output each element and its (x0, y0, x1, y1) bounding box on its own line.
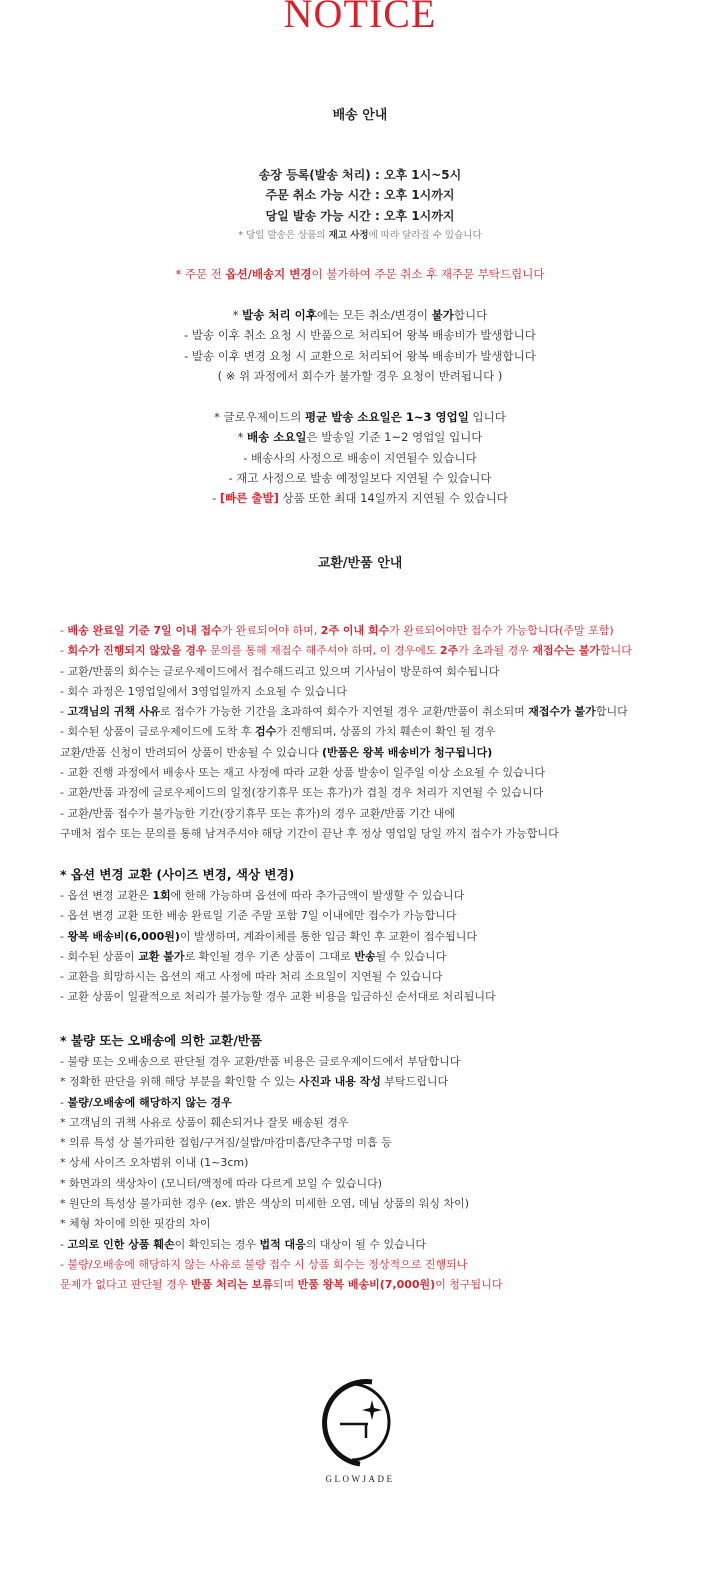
notice-line: - 불량/오배송에 해당하지 않는 사유로 불량 접수 시 상품 회수는 정상적으로 진행되나 (60, 1257, 468, 1271)
shipping-time-line: 주문 취소 가능 시간 : 오후 1시까지 (265, 188, 455, 203)
express-line: - [빠른 출발] 상품 또한 최대 14일까지 지연될 수 있습니다 (212, 491, 508, 506)
notice-line: - 회수된 상품이 교환 불가로 확인될 경우 기존 상품이 그대로 반송될 수 있습니다 (60, 949, 447, 963)
notice-line: * 정확한 판단을 위해 해당 부분을 확인할 수 있는 사진과 내용 작성 부탁드립니다 (60, 1075, 449, 1089)
after-processing-detail: - 발송 이후 취소 요청 시 반품으로 처리되어 왕복 배송비가 발생합니다 (184, 328, 536, 343)
notice-line: * 상세 사이즈 오차범위 이내 (1~3cm) (60, 1156, 249, 1170)
shipping-time-line: 당일 발송 가능 시간 : 오후 1시까지 (265, 208, 455, 223)
notice-line: - 회수 과정은 1영업일에서 3영업일까지 소요될 수 있습니다 (60, 684, 347, 698)
shipping-heading: 배송 안내 (332, 108, 388, 123)
option-change-lines (60, 886, 710, 1008)
brand-name: GLOWJADE (325, 1474, 395, 1484)
shipping-duration-line: * 배송 소요일은 발송일 기준 1~2 영업일 입니다 (237, 430, 483, 445)
after-processing-detail: - 발송 이후 변경 요청 시 교환으로 처리되어 왕복 배송비가 발생합니다 (184, 348, 536, 363)
order-warning-line: * 주문 전 옵션/배송지 변경이 불가하여 주문 취소 후 재주문 부탁드립니다 (175, 267, 545, 281)
page-title: NOTICE (283, 0, 437, 36)
stock-note: * 당일 발송은 상품의 재고 사정에 따라 달라질 수 있습니다 (238, 229, 482, 241)
notice-line: 문제가 없다고 판단될 경우 반품 처리는 보류되며 반품 왕복 배송비(7,000원)이 청구됩니다 (60, 1278, 503, 1292)
notice-line: * 화면과의 색상차이 (모니터/액정에 따라 다르게 보일 수 있습니다) (60, 1176, 383, 1190)
notice-line: - 교환/반품의 회수는 글로우제이드에서 접수해드리고 있으며 기사님이 방문하여 회수됩니다 (60, 664, 500, 678)
notice-line: - 교환 진행 과정에서 배송사 또는 재고 사정에 따라 교환 상품 발송이 일주일 이상 소요될 수 있습니다 (60, 766, 545, 780)
notice-line: - 고의로 인한 상품 훼손이 확인되는 경우 법적 대응의 대상이 될 수 있습니다 (60, 1237, 427, 1251)
after-processing-detail: ( ※ 위 과정에서 회수가 불가할 경우 요청이 반려됩니다 ) (217, 368, 503, 383)
notice-line: - 왕복 배송비(6,000원)이 발생하며, 계좌이체를 통한 입금 확인 후 교환이 접수됩니다 (60, 929, 478, 943)
glowjade-logo-icon (310, 1370, 410, 1470)
notice-line: - 교환을 희망하시는 옵션의 재고 사정에 따라 처리 소요일이 지연될 수 있습니다 (60, 970, 443, 984)
notice-line: - 회수가 진행되지 않았을 경우 문의를 통해 재접수 해주셔야 하며, 이 경우에도 2주가 초과될 경우 재접수는 불가합니다 (60, 644, 632, 658)
notice-line: 교환/반품 신청이 반려되어 상품이 반송될 수 있습니다 (반품은 왕복 배송비가 청구됩니다) (60, 745, 493, 759)
exchange-heading: 교환/반품 안내 (317, 556, 403, 571)
notice-line: - 불량 또는 오배송으로 판단될 경우 교환/반품 비용은 글로우제이드에서 부담합니다 (60, 1055, 461, 1068)
after-processing-block (0, 305, 720, 386)
shipping-times (0, 165, 720, 246)
shipping-duration-block (0, 407, 720, 508)
notice-line: * 체형 차이에 의한 핏감의 차이 (60, 1217, 211, 1231)
defect-block (60, 1030, 710, 1296)
notice-line: - 옵션 변경 교환 또한 배송 완료일 기준 주말 포함 7일 이내에만 접수가 가능합니다 (60, 909, 457, 923)
notice-line: - 옵션 변경 교환은 1회에 한해 가능하며 옵션에 따라 추가금액이 발생할 수 있습니다 (60, 889, 465, 902)
shipping-time-line: 송장 등록(발송 처리) : 오후 1시~5시 (258, 168, 462, 182)
defect-lines (60, 1052, 710, 1296)
delay-line: - 재고 사정으로 발송 예정일보다 지연될 수 있습니다 (228, 470, 492, 485)
after-processing-line: * 발송 처리 이후에는 모든 취소/변경이 불가합니다 (232, 308, 488, 322)
order-warning (0, 264, 720, 284)
notice-line: 구매처 접수 또는 문의를 통해 남겨주셔야 해당 기간이 끝난 후 정상 영업일 당일 까지 접수가 가능합니다 (60, 826, 559, 840)
notice-line: - 배송 완료일 기준 7일 이내 접수가 완료되어야 하며, 2주 이내 회수가 완료되어야만 접수가 가능합니다(주말 포함) (60, 624, 614, 637)
notice-line: - 교환 상품이 일괄적으로 처리가 불가능할 경우 교환 비용을 입금하신 순서대로 처리됩니다 (60, 990, 496, 1004)
notice-line: * 원단의 특성상 불가피한 경우 (ex. 밝은 색상의 미세한 오염, 데님 상품의 워싱 차이) (60, 1197, 470, 1211)
notice-line: - 회수된 상품이 글로우제이드에 도착 후 검수가 진행되며, 상품의 가치 훼손이 확인 될 경우 (60, 725, 496, 739)
delay-line: - 배송사의 사정으로 배송이 지연될수 있습니다 (243, 450, 477, 465)
average-shipping-line: * 글로우제이드의 평균 발송 소요일은 1~3 영업일 입니다 (214, 410, 506, 424)
option-change-heading: * 옵션 변경 교환 (사이즈 변경, 색상 변경) (60, 867, 295, 882)
notice-line: - 고객님의 귀책 사유로 접수가 가능한 기간을 초과하여 회수가 지연될 경우 교환/반품이 취소되며 재접수가 불가합니다 (60, 705, 628, 719)
notice-line: * 고객님의 귀책 사유로 상품이 훼손되거나 잘못 배송된 경우 (60, 1115, 349, 1129)
defect-heading: * 불량 또는 오배송에 의한 교환/반품 (60, 1033, 262, 1048)
notice-line: - 교환/반품 과정에 글로우제이드의 일정(장기휴무 또는 휴가)가 겹칠 경우 처리가 지연될 수 있습니다 (60, 786, 544, 800)
option-change-block (60, 864, 710, 1008)
notice-line: - 교환/반품 접수가 불가능한 기간(장기휴무 또는 휴가)의 경우 교환/반품 기간 내에 (60, 806, 455, 820)
notice-line: - 불량/오배송에 해당하지 않는 경우 (60, 1095, 232, 1109)
exchange-lines (60, 621, 710, 844)
notice-line: * 의류 특성 상 불가피한 접힘/구겨짐/실밥/마감미흡/단추구멍 미흡 등 (60, 1136, 392, 1150)
